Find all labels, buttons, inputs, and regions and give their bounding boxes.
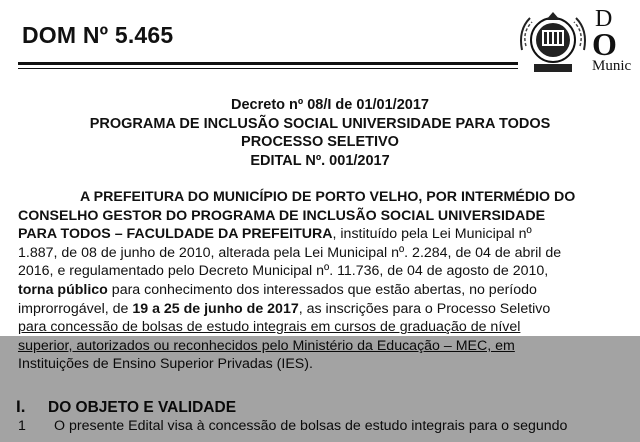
body-line: 1.887, de 08 de junho de 2010, alterada pela Lei Municipal nº. 2.284, de 04 de abril de	[18, 244, 562, 261]
section-number: I.	[16, 397, 26, 416]
section-heading	[16, 397, 236, 417]
brand-letter-d: D	[595, 6, 613, 32]
body-line: A PREFEITURA DO MUNICÍPIO DE PORTO VELHO, POR INTERMÉDIO DO	[80, 189, 576, 205]
body-line: Instituições de Ensino Superior Privadas (IES).	[18, 356, 313, 373]
body-bold: 19 a 25 de junho de 2017	[132, 300, 299, 317]
body-paragraph	[18, 188, 640, 374]
edital-number: EDITAL Nº. 001/2017	[250, 152, 390, 169]
process-title: PROCESSO SELETIVO	[241, 134, 399, 150]
body-bold: PARA TODOS – FACULDADE DA PREFEITURA	[18, 226, 333, 243]
clause-item	[18, 418, 567, 434]
body-line: CONSELHO GESTOR DO PROGRAMA DE INCLUSÃO SOCIAL UNIVERSIDADE	[18, 207, 546, 224]
decree-number: Decreto nº 08/I de 01/01/2017	[231, 97, 429, 113]
body-line	[18, 225, 640, 244]
body-line: superior, autorizados ou reconhecidos pelo Ministério da Educação – MEC, em	[18, 337, 515, 354]
body-bold: torna público	[18, 281, 108, 298]
decree-title-block	[0, 96, 640, 170]
header-rule-thin	[18, 68, 518, 69]
header-rule	[18, 62, 518, 65]
body-text: , instituído pela Lei Municipal nº	[332, 226, 532, 243]
brand-subtitle: Munic	[592, 58, 632, 74]
program-title: PROGRAMA DE INCLUSÃO SOCIAL UNIVERSIDADE PARA TODOS	[89, 115, 551, 132]
body-line: 2016, e regulamentado pelo Decreto Municipal nº. 11.736, de 04 de agosto de 2010,	[18, 263, 549, 280]
body-line: para concessão de bolsas de estudo integrais em cursos de graduação de nível	[18, 319, 521, 336]
clause-text: O presente Edital visa à concessão de bolsas de estudo integrais para o segundo	[54, 418, 568, 434]
body-text: , as inscrições para o Processo Seletivo	[298, 300, 551, 317]
body-line	[18, 281, 640, 300]
brand-letter-o: O	[592, 26, 617, 62]
body-text: para conhecimento dos interessados que estão abertas, no período	[107, 281, 537, 298]
section-title: DO OBJETO E VALIDADE	[48, 399, 237, 416]
body-text: improrrogável, de	[18, 300, 133, 317]
city-seal-icon	[516, 6, 590, 76]
issue-number: DOM Nº 5.465	[22, 22, 174, 48]
clause-number: 1	[18, 418, 26, 434]
body-line	[18, 300, 640, 319]
